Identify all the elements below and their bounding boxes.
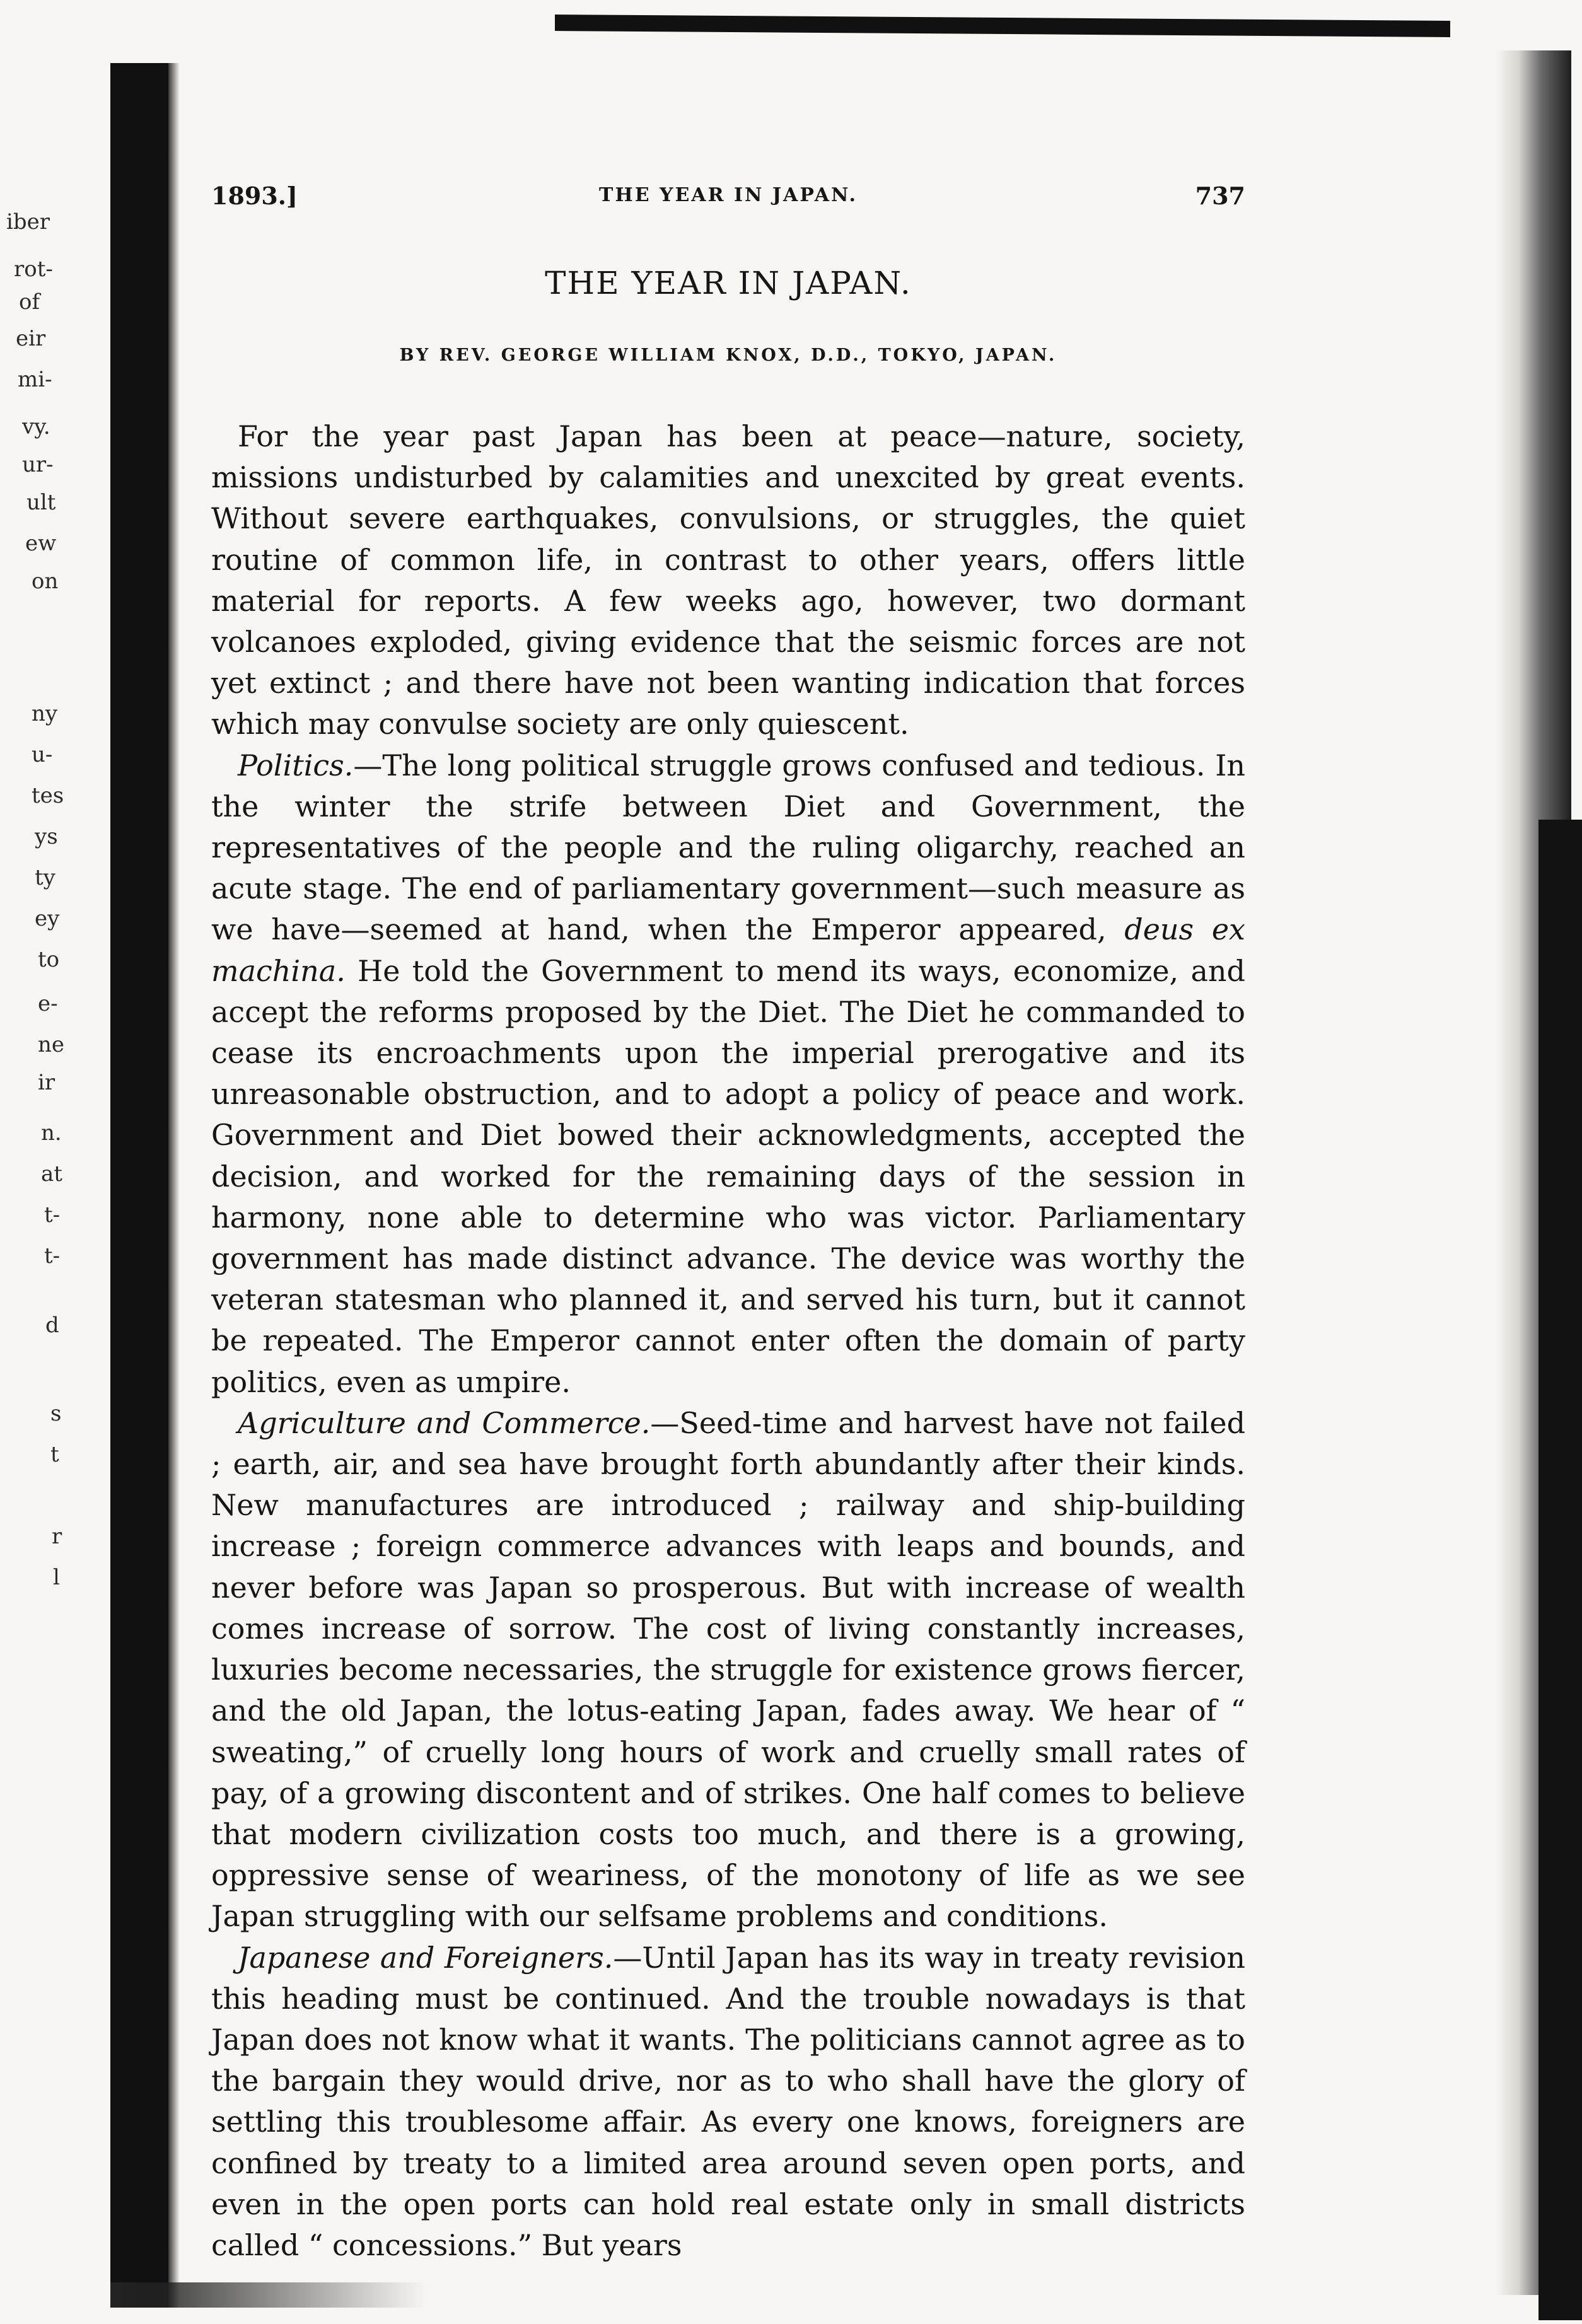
margin-fragment: r: [52, 1524, 62, 1549]
margin-fragment: eir: [16, 326, 46, 351]
margin-fragment: l: [53, 1565, 60, 1590]
section-heading: Japanese and Foreigners.: [238, 1940, 614, 1975]
binding-shadow-fade: [168, 63, 180, 2308]
paragraph-text: For the year past Japan has been at peace—nature, society, missions undisturbed by calamities and unexcited by great events. Without severe earthquakes, convulsions, or struggles, the quiet routine of common life, in contrast to other years, offers little material for reports. A few weeks ago, however, two dormant volcanoes exploded, giving evidence that the seismic forces are not yet extinct ; and there have not been wanting indication that forces which may convulse society are only quiescent.: [211, 419, 1245, 741]
margin-fragment: ys: [35, 824, 58, 849]
margin-fragment: t-: [44, 1202, 61, 1228]
margin-fragment: ey: [35, 906, 60, 931]
margin-fragment: iber: [6, 209, 50, 235]
margin-fragment: t: [50, 1442, 59, 1467]
paragraph-text: —Until Japan has its way in treaty revision this heading must be continued. And the trouble nowadays is that Japan does not know what it wants. The politicians cannot agree as to the bargain they would drive, nor as to who shall have the glory of settling this troublesome affair. As every one knows, foreigners are confined by treaty to a limited area around seven open ports, and even in the open ports can hold real estate only in small districts called “ concessions.” But years: [211, 1940, 1246, 2262]
section-heading: Politics.: [238, 748, 354, 782]
margin-fragment: mi-: [18, 367, 52, 392]
paragraph-text: —The long political struggle grows confused and tedious. In the winter the strife between Diet and Government, the representatives of the people and the ruling oligarchy, reached an acute stage. The end of parliamentary government—such measure as we have—seemed at hand, when the Emperor appeared,: [211, 748, 1245, 947]
margin-fragment: at: [41, 1161, 62, 1187]
paragraph-foreigners: [211, 1938, 1245, 2267]
margin-fragment: on: [32, 569, 59, 594]
margin-fragment: to: [38, 947, 60, 972]
margin-fragment: ur-: [22, 452, 54, 477]
margin-fragment: ne: [38, 1032, 65, 1057]
margin-fragment: e-: [38, 991, 58, 1016]
paragraph-agriculture: [211, 1403, 1245, 1938]
margin-fragment: t-: [44, 1243, 61, 1269]
byline: BY REV. GEORGE WILLIAM KNOX, D.D., TOKYO, JAPAN.: [399, 346, 1057, 365]
margin-fragment: n.: [41, 1120, 62, 1146]
running-head-title: THE YEAR IN JAPAN.: [599, 184, 858, 206]
margin-fragment: u-: [32, 742, 53, 767]
italic-phrase: deus ex machina.: [211, 912, 1245, 988]
margin-fragment: ult: [26, 490, 56, 515]
margin-fragment: ty: [35, 865, 55, 890]
scan-bottom-smudge: [110, 2282, 426, 2308]
margin-fragment: ir: [38, 1070, 55, 1095]
paragraph-text: He told the Government to mend its ways, economize, and accept the reforms proposed by the Diet. The Diet he commanded to cease its encroachments upon the imperial prerogative and its unreasonable obstruction, and to adopt a policy of peace and work. Government and Diet bowed their acknowledgments, accepted the decision, and worked for the remaining days of the session in harmony, none able to determine who was victor. Parliamentary government has made distinct advance. The device was worthy the veteran statesman who planned it, and served his turn, but it cannot be repeated. The Emperor cannot enter often the domain of party politics, even as umpire.: [211, 953, 1245, 1399]
running-head: [211, 182, 1245, 219]
margin-fragment: of: [19, 289, 40, 315]
margin-fragment: rot-: [14, 257, 53, 282]
margin-fragment: s: [50, 1401, 62, 1426]
volume-year: 1893.]: [211, 182, 298, 210]
paragraph-politics: [211, 745, 1245, 1403]
scan-right-border: [1538, 820, 1582, 2320]
margin-fragment: d: [45, 1313, 59, 1338]
margin-fragment: ny: [32, 701, 58, 726]
page-number: 737: [1195, 182, 1245, 210]
paragraph-text: —Seed-time and harvest have not failed ; earth, air, and sea have brought forth abundantly after their kinds. New manufactures are introduced ; railway and ship-building increase ; foreign commerce advances with leaps and bounds, and never before was Japan so prosperous. But with increase of wealth comes increase of sorrow. The cost of living constantly increases, luxuries become necessaries, the struggle for existence grows fiercer, and the old Japan, the lotus-eating Japan, fades away. We hear of “ sweating,” of cruelly long hours of work and cruelly small rates of pay, of a growing discontent and of strikes. One half comes to believe that modern civilization costs too much, and there is a growing, oppressive sense of weariness, of the monotony of life as we see Japan struggling with our selfsame problems and conditions.: [211, 1405, 1246, 1934]
margin-fragment: tes: [32, 783, 64, 808]
binding-shadow: [110, 63, 168, 2308]
section-heading: Agriculture and Commerce.: [238, 1405, 651, 1440]
margin-fragment: ew: [25, 531, 57, 556]
article-title: THE YEAR IN JAPAN.: [545, 265, 912, 301]
paragraph-intro: [211, 416, 1245, 745]
scan-top-edge: [555, 15, 1450, 37]
article-body: [211, 416, 1245, 2266]
margin-fragment: vy.: [22, 414, 50, 439]
